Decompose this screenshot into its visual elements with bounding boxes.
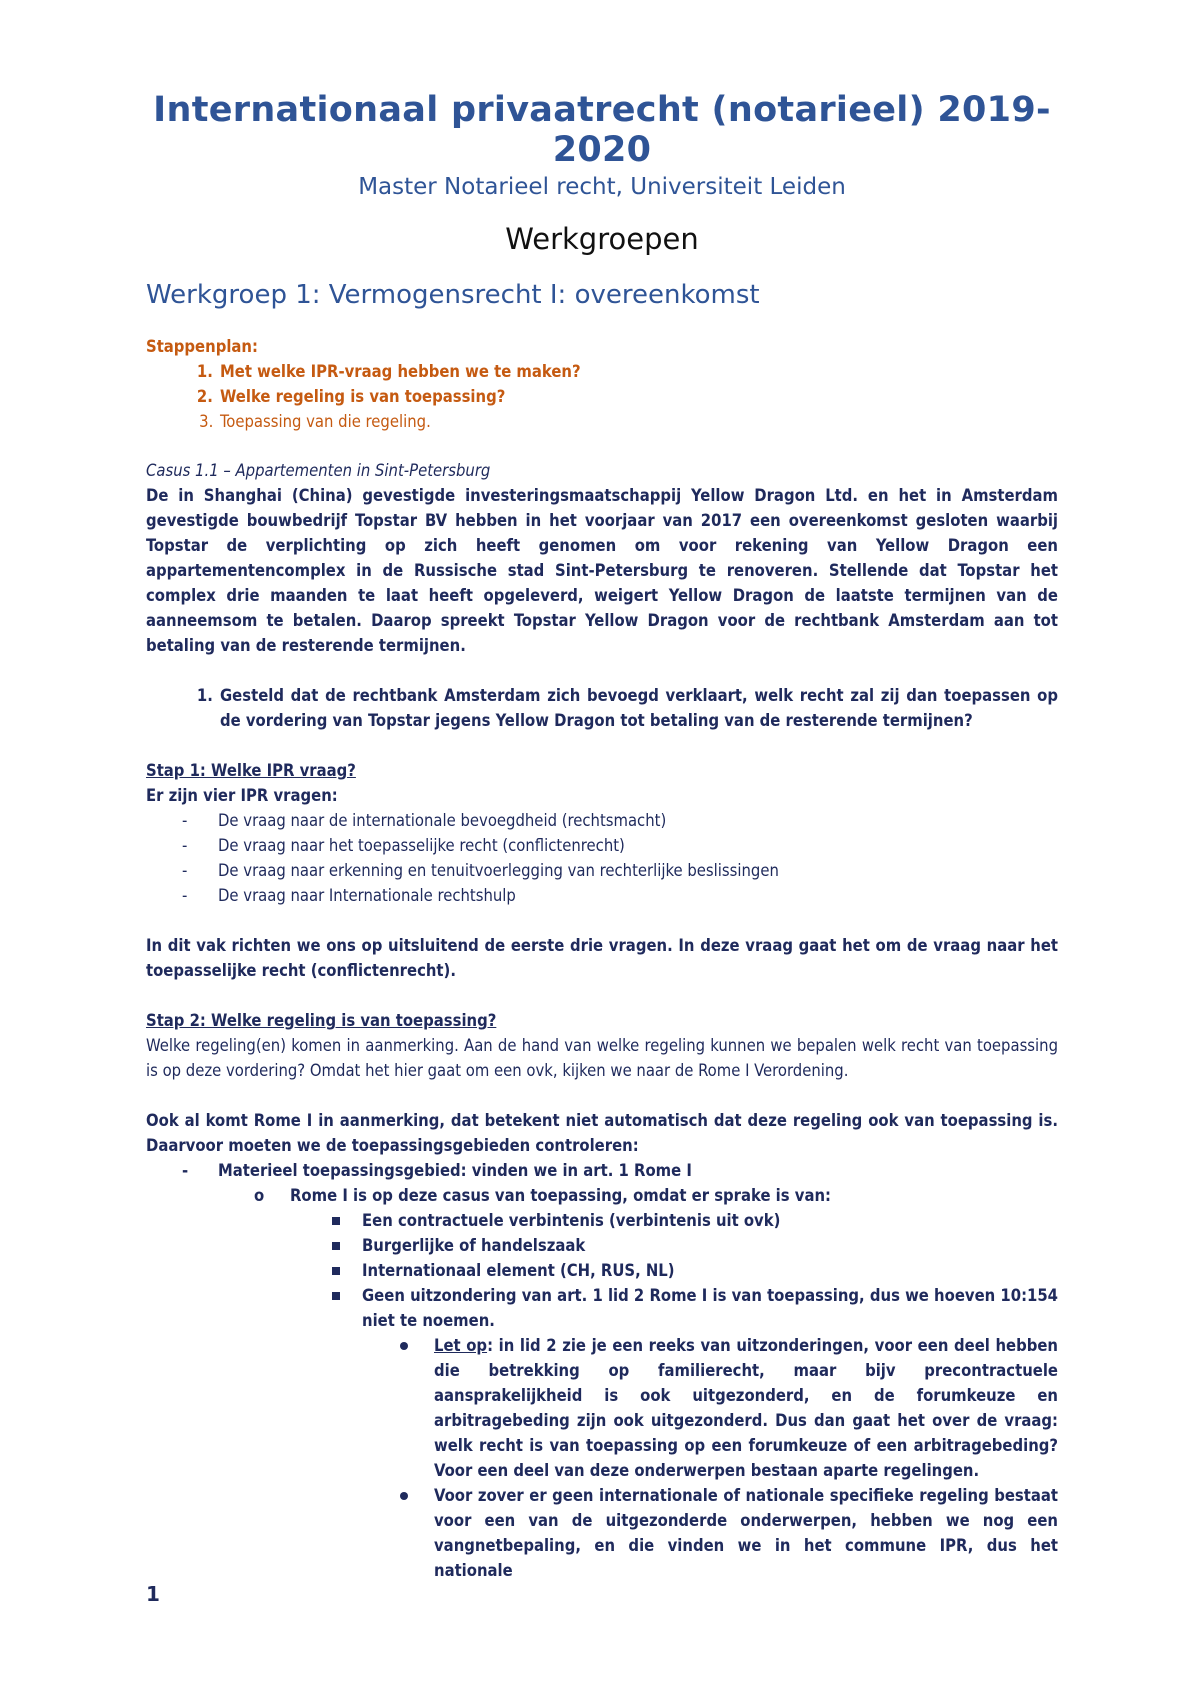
page-number: 1 — [146, 1582, 160, 1606]
question-list — [146, 683, 1058, 733]
list-item: Burgerlijke of handelszaak — [362, 1233, 1058, 1258]
sub-list — [146, 1183, 1058, 1208]
document-subtitle: Master Notarieel recht, Universiteit Leiden — [358, 173, 846, 200]
question-item: 1. Gesteld dat de rechtbank Amsterdam zich bevoegd verklaart, welk recht zal zij dan toepassen op de vordering van Topstar jegens Yellow Dragon tot betaling van de resterende termijnen? — [218, 683, 1058, 733]
stap1-heading: Stap 1: Welke IPR vraag? — [146, 761, 356, 781]
criteria-list — [146, 1208, 1058, 1333]
list-item: - De vraag naar erkenning en tenuitvoerlegging van rechterlijke beslissingen — [182, 861, 779, 881]
document-page — [146, 90, 1058, 1583]
stap1-conclusion: In dit vak richten we ons op uitsluitend de eerste drie vragen. In deze vraag gaat het om de vraag naar het toepasselijke recht (conflictenrecht). — [146, 936, 1058, 981]
stap2-heading: Stap 2: Welke regeling is van toepassing? — [146, 1011, 497, 1031]
note-list — [146, 1333, 1058, 1583]
stappenplan-item: 3. Toepassing van die regeling. — [218, 409, 1058, 434]
stap2-paragraph: Ook al komt Rome I in aanmerking, dat betekent niet automatisch dat deze regeling ook van toepassing is. Daarvoor moeten we de toepassingsgebieden controleren: — [146, 1111, 1058, 1156]
document-title: Internationaal privaatrecht (notarieel) 2019-2020 — [153, 90, 1051, 171]
toepassingsgebied-list — [146, 1158, 1058, 1183]
stappenplan-item: 2. Welke regeling is van toepassing? — [218, 384, 1058, 409]
ipr-questions-list — [146, 808, 1058, 908]
list-item: Geen uitzondering van art. 1 lid 2 Rome I is van toepassing, dus we hoeven 10:154 niet te noemen. — [362, 1283, 1058, 1333]
stap1-intro: Er zijn vier IPR vragen: — [146, 786, 338, 806]
list-item: - Materieel toepassingsgebied: vinden we in art. 1 Rome I — [182, 1161, 692, 1181]
casus-title: Casus 1.1 – Appartementen in Sint-Petersburg — [146, 461, 491, 481]
list-item: Voor zover er geen internationale of nationale specifieke regeling bestaat voor een van de uitgezonderde onderwerpen, hebben we nog een vangnetbepaling, en die vinden we in het commune IPR, dus het nationale — [434, 1483, 1058, 1583]
list-item: - De vraag naar het toepasselijke recht (conflictenrecht) — [182, 836, 625, 856]
list-item: Let op: in lid 2 zie je een reeks van uitzonderingen, voor een deel hebben die betrekking op familierecht, maar bijv precontractuele aansprakelijkheid is ook uitgezonderd, en de forumkeuze en arbitragebeding zijn ook uitgezonderd. Dus dan gaat het over de vraag: welk recht is van toepassing op een forumkeuze of een arbitragebeding? Voor een deel van deze onderwerpen bestaan aparte regelingen. — [434, 1333, 1058, 1483]
stappenplan-list — [146, 359, 1058, 434]
list-item: - De vraag naar Internationale rechtshulp — [182, 886, 516, 906]
section-heading: Werkgroepen — [505, 222, 699, 257]
list-item: Internationaal element (CH, RUS, NL) — [362, 1258, 1058, 1283]
list-item: Een contractuele verbintenis (verbintenis uit ovk) — [362, 1208, 1058, 1233]
werkgroep-heading: Werkgroep 1: Vermogensrecht I: overeenkomst — [146, 280, 760, 311]
casus-text: De in Shanghai (China) gevestigde investeringsmaatschappij Yellow Dragon Ltd. en het in Amsterdam gevestigde bouwbedrijf Topstar BV hebben in het voorjaar van 2017 een overeenkomst gesloten waarbij Topstar de verplichting op zich heeft genomen om voor rekening van Yellow Dragon een appartementencomplex in de Russische stad Sint-Petersburg te renoveren. Stellende dat Topstar het complex drie maanden te laat heeft opgeleverd, weigert Yellow Dragon de laatste termijnen van de aanneemsom te betalen. Daarop spreekt Topstar Yellow Dragon voor de rechtbank Amsterdam aan tot betaling van de resterende termijnen. — [146, 486, 1058, 656]
stap2-paragraph: Welke regeling(en) komen in aanmerking. Aan de hand van welke regeling kunnen we bepalen welk recht van toepassing is op deze vordering? Omdat het hier gaat om een ovk, kijken we naar de Rome I Verordening. — [146, 1036, 1058, 1081]
list-item: o Rome I is op deze casus van toepassing, omdat er sprake is van: — [254, 1186, 831, 1206]
list-item: - De vraag naar de internationale bevoegdheid (rechtsmacht) — [182, 811, 667, 831]
stappenplan-label: Stappenplan: — [146, 337, 258, 357]
stappenplan-item: 1. Met welke IPR-vraag hebben we te maken? — [218, 359, 1058, 384]
